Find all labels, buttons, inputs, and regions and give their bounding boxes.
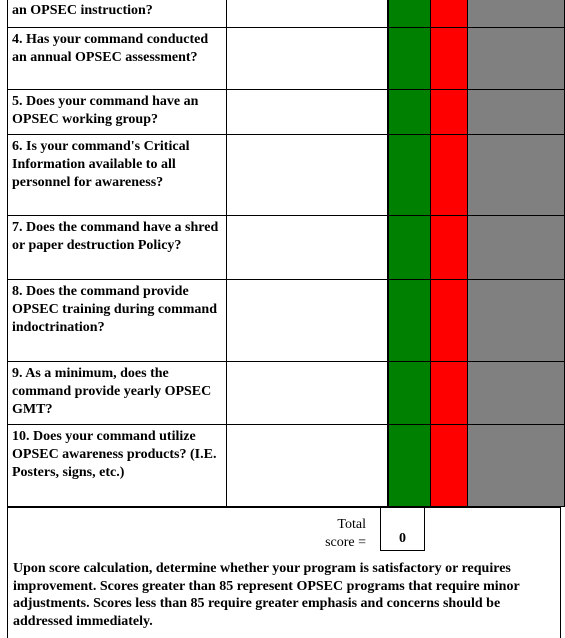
na-cell[interactable] [468,216,565,280]
no-cell[interactable] [431,135,468,216]
answer-cell[interactable] [227,28,388,90]
no-cell[interactable] [431,28,468,90]
na-cell[interactable] [468,280,565,362]
table-row [8,425,565,507]
question-text: 10. Does your command utilize OPSEC awareness products? (I.E. Posters, signs, etc.) [8,425,227,507]
question-text: 9. As a minimum, does the command provide yearly OPSEC GMT? [8,362,227,425]
yes-cell[interactable] [389,90,431,135]
table-row [8,28,565,90]
question-table [7,0,565,507]
answer-cell[interactable] [227,425,388,507]
no-cell[interactable] [431,90,468,135]
na-cell[interactable] [468,362,565,425]
yes-cell[interactable] [389,28,431,90]
yes-cell[interactable] [389,216,431,280]
no-cell[interactable] [431,362,468,425]
table-row [8,135,565,216]
yes-cell[interactable] [389,425,431,507]
question-text: 7. Does the command have a shred or paper destruction Policy? [8,216,227,280]
question-text: 5. Does your command have an OPSEC working group? [8,90,227,135]
question-text: 4. Has your command conducted an annual OPSEC assessment? [8,28,227,90]
na-cell[interactable] [468,425,565,507]
no-cell[interactable] [431,216,468,280]
yes-cell[interactable] [389,280,431,362]
answer-cell[interactable] [227,362,388,425]
table-row [8,362,565,425]
table-row [8,216,565,280]
table-row [8,280,565,362]
na-cell[interactable] [468,28,565,90]
answer-cell[interactable] [227,0,388,28]
yes-cell[interactable] [389,0,431,28]
table-row [8,90,565,135]
total-score-box[interactable] [380,508,425,551]
answer-cell[interactable] [227,280,388,362]
no-cell[interactable] [431,0,468,28]
answer-cell[interactable] [227,90,388,135]
question-text: 8. Does the command provide OPSEC training during command indoctrination? [8,280,227,362]
no-cell[interactable] [431,280,468,362]
yes-cell[interactable] [389,362,431,425]
na-cell[interactable] [468,135,565,216]
score-instructions: Upon score calculation, determine whether your program is satisfactory or requires improvement. Scores greater than 85 represent OPSEC programs that require minor adjustments. Scores less than 85 require greater emphasis and concerns should be addressed immediately. [13,561,520,629]
total-score-value: 0 [399,531,406,546]
answer-cell[interactable] [227,135,388,216]
question-text: 6. Is your command's Critical Information available to all personnel for awareness? [8,135,227,216]
total-score-label: Total score = [325,517,366,550]
answer-cell[interactable] [227,216,388,280]
na-cell[interactable] [468,0,565,28]
na-cell[interactable] [468,90,565,135]
no-cell[interactable] [431,425,468,507]
question-text: an OPSEC instruction? [8,0,227,28]
yes-cell[interactable] [389,135,431,216]
table-row [8,0,565,28]
score-footer [7,507,561,638]
